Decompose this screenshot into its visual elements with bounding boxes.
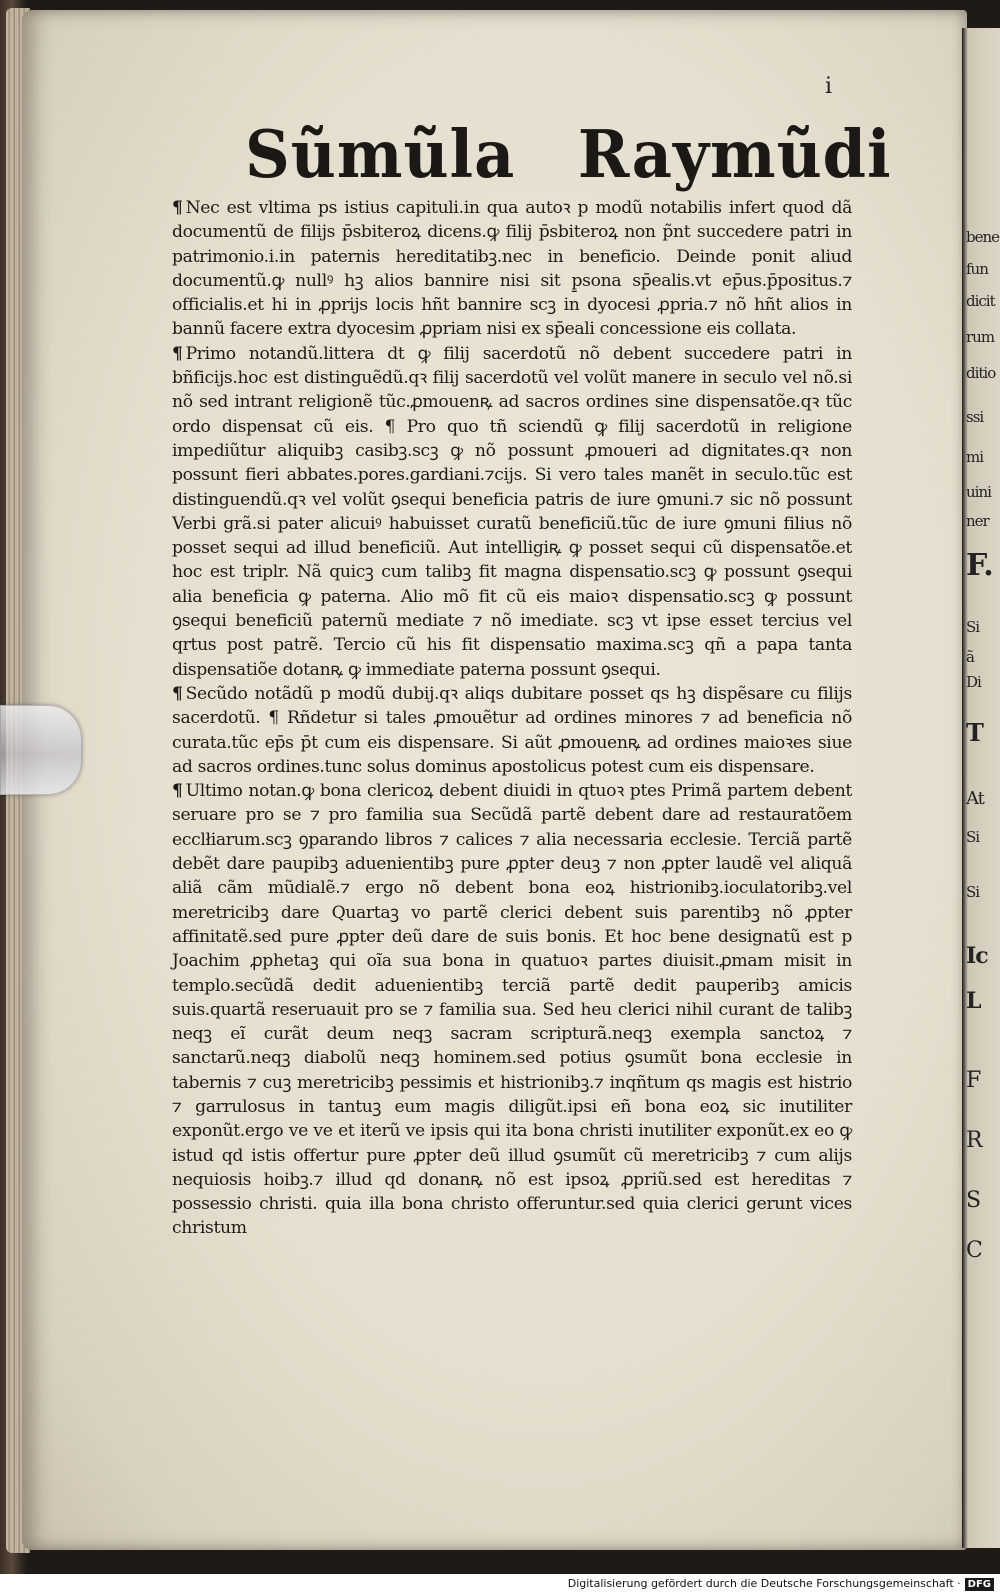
paragraph bbox=[172, 196, 852, 342]
facing-page-fragment: bene bbox=[966, 228, 1000, 246]
folio-number: i bbox=[825, 74, 833, 99]
facing-page-fragment: T bbox=[966, 718, 983, 747]
facing-page-fragment: Si bbox=[966, 618, 980, 636]
running-title: Sũmũla Raymũdi bbox=[245, 116, 892, 193]
paragraph-text: Ultimo notan.ꝙ bona clericoꝝ debent diuidi in qtuoꝛ ptes Primã partem debent seruare pro se ⁊ pro familia sua Secũdã partẽ debent dare ad restauratõem ecclłiarum.scꝫ ꝯparando libros ⁊ calices ⁊ alia necessaria ecclesie. Terciã partẽ debẽt dare paupibꝫ aduenientibꝫ pure ꝓpter deuꝫ ⁊ non ꝓpter laudẽ vel aliquã aliã cãm mũdialẽ.⁊ ergo nõ debent bona eoꝝ histrionibꝫ.ioculatoribꝫ.vel meretricibꝫ dare Quartaꝫ vo partẽ clerici debent suis parentibꝫ nõ ꝓpter affinitatẽ.sed pure ꝓpter deũ dare de suis bonis. Et hoc bene designatũ est p Joachim ꝓphetaꝫ qui oĩa sua bona in quatuoꝛ partes diuisit.ꝓmam misit in templo.secũdã dedit aduenientibꝫ terciã partẽ dedit pauperibꝫ amicis suis.quartã reseruauit pro se ⁊ familia sua. Sed heu clerici nihil curant de talibꝫ neqꝫ eĩ curãt deum neqꝫ sacram scripturã.neqꝫ exempla sanctoꝝ ⁊ sanctarũ.neqꝫ diabolũ neqꝫ hominem.sed potius ꝯsumũt bona ecclesie in tabernis ⁊ cuꝫ meretricibꝫ pessimis et histrionibꝫ.⁊ inqñtum qs magis est histrio ⁊ garrulosus in tantuꝫ eum magis diligũt.ipsi eñ bona eoꝝ sic inutiliter exponũt.ergo ve ve et iterũ ve ipsis qui ita bona christi inutiliter exponũt.ex eo ꝙ istud qd istis offertur pure ꝓpter deũ illud ꝯsumũt cũ meretricibꝫ ⁊ cum alijs nequiosis hoibꝫ.⁊ illud qd donanꝶ nõ est ipsoꝝ ꝓpriũ.sed est hereditas ⁊ possessio christi. quia illa bona christo offeruntur.sed quia clerici gerunt vices christum bbox=[172, 781, 852, 1239]
facing-page-fragment: F. bbox=[966, 548, 993, 583]
facing-page-fragment: S bbox=[966, 1188, 981, 1213]
pilcrow-mark: ¶ bbox=[172, 198, 183, 218]
facing-page-fragment: ã bbox=[966, 648, 974, 666]
facing-page-fragment: Si bbox=[966, 828, 980, 846]
facing-page-fragment: Di bbox=[966, 673, 981, 691]
pilcrow-mark: ¶ bbox=[172, 343, 183, 364]
main-text-block bbox=[172, 196, 852, 1241]
facing-page-fragment: C bbox=[966, 1238, 982, 1263]
paragraph bbox=[172, 779, 852, 1241]
footer-credit: Digitalisierung gefördert durch die Deutsche Forschungsgemeinschaft bbox=[567, 1577, 954, 1590]
dfg-logo: DFG bbox=[965, 1578, 994, 1591]
book-clamp bbox=[0, 705, 82, 795]
paragraph bbox=[172, 342, 852, 682]
facing-page-fragment: ditio bbox=[966, 364, 996, 382]
facing-page-fragment: mi bbox=[966, 448, 984, 466]
facing-page-fragment: dicit bbox=[966, 292, 995, 310]
pilcrow-mark: ¶ bbox=[172, 683, 183, 704]
paragraph bbox=[172, 682, 852, 779]
facing-page-fragment: F bbox=[966, 1068, 981, 1093]
facing-page-strip bbox=[962, 28, 1000, 1548]
facing-page-fragment: Si bbox=[966, 883, 980, 901]
facing-page-fragment: ssi bbox=[966, 408, 984, 426]
facing-page-fragment: R bbox=[966, 1128, 982, 1153]
digitization-footer: Digitalisierung gefördert durch die Deutsche Forschungsgemeinschaft · DFG bbox=[0, 1574, 1000, 1593]
facing-page-fragment: Ic bbox=[966, 943, 988, 969]
paragraph-text: Primo notandũ.littera dt ꝙ filij sacerdotũ nõ debent succedere patri in bñficijs.hoc est distinguẽdũ.qꝛ filij sacerdotũ vel volũt manere in seculo vel nõ.si nõ sed intrant religionẽ tũc.ꝓmouenꝶ ad sacros ordines sine dispensatõe.qꝛ tũc ordo dispensat cũ eis. ¶ Pro quo tñ sciendũ ꝙ filij sacerdotũ in religione impediũtur aliquibꝫ casibꝫ.scꝫ ꝙ nõ possunt ꝓmoueri ad dignitates.qꝛ non possunt fieri abbates.pores.gardiani.⁊cijs. Si vero tales manẽt in seculo.tũc est distinguendũ.qꝛ vel volũt ꝯsequi beneficia patris de iure ꝯmuni.⁊ sic nõ possunt Verbi grã.si pater alicuiꝰ habuisset curatũ beneficiũ.tũc de iure ꝯmuni filius nõ posset sequi ad illud beneficiũ. Aut intelligiꝶ ꝙ posset sequi cũ dispensatõe.et hoc est triplr. Nã quicꝫ cum talibꝫ fit magna dispensatio.scꝫ ꝙ possunt ꝯsequi alia beneficia ꝙ paterna. Alio mõ fit cũ eis maioꝛ dispensatio.scꝫ ꝙ possunt ꝯsequi beneficiũ paternũ mediate ⁊ nõ imediate. scꝫ vt ipse esset tercius vel qrtus post patrẽ. Tercio cũ his fit dispensatio maxima.scꝫ qñ a papa tanta dispensatiõe dotanꝶ ꝙ immediate paterna possunt ꝯsequi. bbox=[172, 343, 852, 680]
facing-page-fragment: fun bbox=[966, 260, 988, 278]
facing-page-fragment: rum bbox=[966, 328, 995, 346]
facing-page-fragment: ner bbox=[966, 512, 989, 530]
facing-page-fragment: uini bbox=[966, 483, 991, 501]
pilcrow-mark: ¶ bbox=[172, 781, 183, 802]
paragraph-text: Nec est vltima ps istius capituli.in qua autoꝛ p modũ notabilis infert quod dã documentũ de filijs p̄sbiteroꝝ dicens.ꝙ filij p̄sbiteroꝝ non p̃nt succedere patri in patrimonio.i.in paternis hereditatibꝫ.nec in beneficio. Deinde ponit aliud documentũ.ꝙ nullꝰ hꝫ alios bannire nisi sit p̱sona sp̄ealis.vt ep̄us.p̄positus.⁊ officialis.et hi in ꝓprijs locis hñt bannire scꝫ in dyocesi ꝓpria.⁊ nõ hñt alios in bannũ facere extra dyocesim ꝓpriam nisi ex sp̄eali concessione eis collata. bbox=[172, 198, 852, 340]
facing-page-fragment: L bbox=[966, 988, 981, 1014]
facing-page-fragment: At bbox=[966, 788, 984, 809]
paragraph-text: Secũdo notãdũ p modũ dubij.qꝛ aliqs dubitare posset qs hꝫ dispẽsare cu filijs sacerdotũ. ¶ Rñdetur si tales ꝓmouẽtur ad ordines minores ⁊ ad beneficia nõ curata.tũc ep̄s p̄t cum eis dispensare. Si aũt ꝓmouenꝶ ad ordines maioꝛes siue ad sacros ordines.tunc solus dominus apostolicus potest cum eis dispensare. bbox=[172, 683, 852, 777]
